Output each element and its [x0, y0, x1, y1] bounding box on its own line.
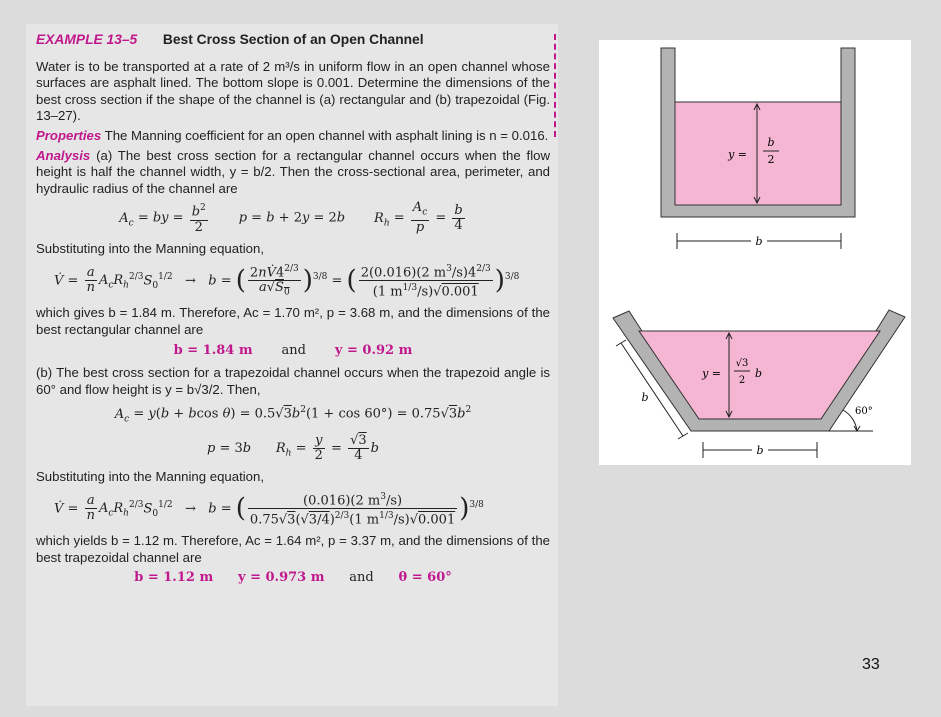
- result-a-values: [36, 343, 550, 360]
- page-number: 33: [862, 656, 880, 673]
- result-a-and: and: [281, 342, 306, 358]
- trap-frac-num: √3: [735, 358, 749, 369]
- channel-figure: [599, 40, 911, 465]
- result-b-y: y = 0.973 m: [238, 570, 325, 586]
- result-b-theta: θ = 60°: [398, 570, 452, 586]
- analysis-text: (a) The best cross section for a rectangular channel occurs when the flow height is half the channel width, y = b/2. Then the cross-sectional area, perimeter, and hydraulic radius of the channel are: [36, 147, 550, 196]
- example-header: [36, 32, 550, 49]
- trap-bottom-b-label: b: [756, 444, 764, 457]
- trap-frac-den: 2: [738, 375, 746, 386]
- example-label: EXAMPLE 13–5: [36, 32, 138, 47]
- properties-text: The Manning coefficient for an open channel with asphalt lining is n = 0.016.: [104, 127, 549, 143]
- rect-frac-num: b: [767, 136, 775, 149]
- part-b-text: (b) The best cross section for a trapezoidal channel occurs when the trapezoid angle is 60° and flow height is y = b√3/2. Then,: [36, 365, 550, 397]
- margin-marker-bar: [554, 34, 556, 137]
- result-a-b: b = 1.84 m: [173, 342, 253, 358]
- result-b-values: [36, 570, 550, 587]
- rect-frac-den: 2: [767, 153, 775, 166]
- trapezoidal-channel: [613, 310, 905, 458]
- channel-diagrams: [599, 40, 911, 465]
- trap-angle-label: 60°: [855, 406, 873, 417]
- result-a-text: which gives b = 1.84 m. Therefore, Ac = 1.70 m², p = 3.68 m, and the dimensions of the best rectangular channel are: [36, 305, 550, 338]
- analysis-label: Analysis: [36, 147, 91, 163]
- intro-paragraph: Water is to be transported at a rate of 2 m³/s in uniform flow in an open channel whose surfaces are asphalt lined. The bottom slope is 0.001. Determine the dimensions of the best cross section if the shape of the channel is (a) rectangular and (b) trapezoidal (Fig. 13–27).: [36, 58, 550, 124]
- result-b-b: b = 1.12 m: [134, 570, 214, 586]
- rect-b-label: b: [755, 235, 763, 248]
- trap-side-b-label: b: [641, 391, 649, 404]
- result-a-y: y = 0.92 m: [334, 342, 413, 358]
- substituting-1: Substituting into the Manning equation,: [36, 240, 265, 256]
- substituting-2: Substituting into the Manning equation,: [36, 468, 265, 484]
- trap-area-equation: $A_c = y(b + bcos$ $\theta) = 0.5√3b^2(1 + \cos 60^\circ) = 0.75√3b^2$: [114, 405, 472, 425]
- result-b-and: and: [349, 570, 374, 586]
- rect-y-label: y =: [728, 148, 747, 161]
- trap-side-b-tick-top: [616, 340, 626, 346]
- trap-side-b-tick-bottom: [678, 433, 688, 439]
- trap-y-label: y =: [702, 367, 721, 380]
- analysis-paragraph: [36, 148, 550, 198]
- trap-perimeter-equation: p = 3b $R_h$ = $\frac{y}{2}$ = $\frac{√3}{4}$ b: [206, 432, 379, 463]
- manning-equation-b: V̇ = $\frac{a}{n}$ $A_cR_h^{2/3}S_0^{1/2} \to b$ = ( $\frac{(0.016)(2 m^3/s)}{0.75√3(√3/4)^{2/3}(1 m^{1/3}/s)√0.001}$ )$^{3/8}$: [54, 491, 484, 528]
- trap-y-suffix: b: [755, 367, 763, 380]
- result-b-text: which yields b = 1.12 m. Therefore, Ac = 1.64 m², p = 3.37 m, and the dimensions of the best trapezoidal channel are: [36, 533, 550, 565]
- manning-equation-a: V̇ = $\frac{a}{n}$ $A_cR_h^{2/3}S_0^{1/2} \to b$ = ( $\frac{2nV̇4^{2/3}}{a√S_0}$ )$^{3/8}$ = ( $\frac{2(0.016)(2 m^3/s)4^{2/3}}{(1 m^{1/3}/s)√0.001}$ )$^{3/8}$: [54, 263, 520, 300]
- rect-geometry-equation: $A_c$ = by = $\frac{b^2}{2}$ p = b + 2y = 2b $R_h$ = $\frac{A_c}{p}$ = $\frac{b}{4}$: [119, 200, 463, 235]
- example-panel: [26, 24, 558, 706]
- properties-paragraph: [36, 128, 550, 145]
- example-title: Best Cross Section of an Open Channel: [162, 32, 424, 47]
- rectangular-channel: [661, 48, 855, 249]
- rect-water: [675, 102, 841, 205]
- properties-label: Properties: [36, 127, 102, 143]
